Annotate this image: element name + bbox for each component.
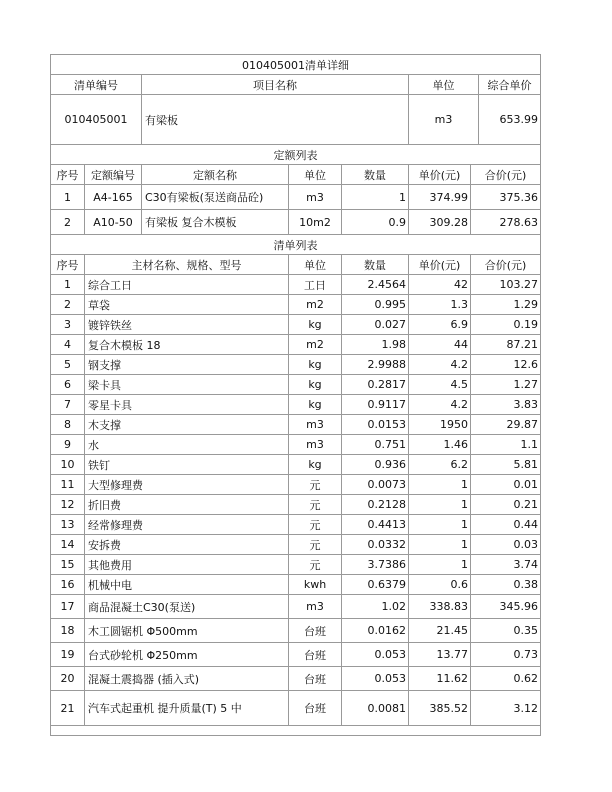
material-cell: 13	[51, 515, 85, 534]
material-cell: 0.0081	[342, 691, 409, 725]
table-row	[51, 619, 540, 643]
materials-header-cell: 主材名称、规格、型号	[85, 255, 289, 274]
material-cell: 其他费用	[85, 555, 289, 574]
material-cell: 0.01	[513, 478, 538, 491]
material-cell: 1	[51, 275, 85, 294]
material-cell: 16	[51, 575, 85, 594]
summary-header-cell: 项目名称	[142, 75, 409, 94]
material-cell: m2	[289, 295, 342, 314]
materials-section-row	[51, 235, 540, 255]
material-cell: 1	[409, 475, 471, 494]
material-cell: 台班	[289, 667, 342, 690]
material-cell: 0.03	[513, 538, 538, 551]
table-row	[51, 455, 540, 475]
material-cell: m3	[289, 595, 342, 618]
material-cell: 0.44	[513, 518, 538, 531]
material-cell: 0.2817	[342, 375, 409, 394]
quota-section-row	[51, 145, 540, 165]
table-row	[51, 495, 540, 515]
material-cell: 1.46	[409, 435, 471, 454]
table-row	[51, 415, 540, 435]
material-cell: 钢支撑	[85, 355, 289, 374]
material-cell: 103.27	[499, 278, 538, 291]
material-cell: 4.5	[409, 375, 471, 394]
material-cell: 1.1	[520, 438, 538, 451]
material-cell: 3.12	[513, 701, 538, 715]
quota-cell: 1	[51, 185, 85, 209]
material-cell: 3	[51, 315, 85, 334]
material-cell: 1	[409, 515, 471, 534]
quota-cell: m3	[289, 185, 342, 209]
material-cell: kg	[289, 355, 342, 374]
material-cell: 商品混凝土C30(泵送)	[85, 595, 289, 618]
material-cell: 0.35	[513, 624, 538, 637]
materials-header-cell: 序号	[51, 255, 85, 274]
summary-header-cell: 综合单价	[487, 78, 532, 92]
table-row	[51, 535, 540, 555]
material-cell: 经常修理费	[85, 515, 289, 534]
material-cell: 0.73	[513, 648, 538, 661]
summary-data-cell: 有梁板	[142, 95, 409, 144]
material-cell: kg	[289, 315, 342, 334]
material-cell: 水	[85, 435, 289, 454]
quota-header-cell: 合价(元)	[484, 168, 527, 182]
quota-cell: 有梁板 复合木模板	[142, 210, 289, 234]
material-cell: 0.0162	[342, 619, 409, 642]
quota-cell: 1	[342, 185, 409, 209]
summary-header-cell: 单位	[409, 75, 479, 94]
material-cell: 0.2128	[342, 495, 409, 514]
table-row	[51, 295, 540, 315]
material-cell: 19	[51, 643, 85, 666]
material-cell: 汽车式起重机 提升质量(T) 5 中	[85, 691, 289, 725]
quota-section-title: 定额列表	[273, 148, 318, 162]
material-cell: 17	[51, 595, 85, 618]
material-cell: 385.52	[409, 691, 471, 725]
materials-header-cell: 数量	[342, 255, 409, 274]
table-row	[51, 275, 540, 295]
material-cell: 3.7386	[342, 555, 409, 574]
quota-header-cell: 定额名称	[142, 165, 289, 184]
material-cell: 元	[289, 495, 342, 514]
material-cell: 折旧费	[85, 495, 289, 514]
material-cell: 镀锌铁丝	[85, 315, 289, 334]
quota-header-cell: 序号	[51, 165, 85, 184]
material-cell: 1.98	[342, 335, 409, 354]
material-cell: 0.38	[513, 578, 538, 591]
material-cell: 1	[409, 495, 471, 514]
quota-row	[51, 185, 540, 210]
material-cell: kwh	[289, 575, 342, 594]
material-cell: 0.62	[513, 672, 538, 685]
material-cell: 21.45	[409, 619, 471, 642]
quota-header-cell: 数量	[342, 165, 409, 184]
quota-cell: 374.99	[409, 185, 471, 209]
material-cell: 29.87	[506, 418, 538, 431]
material-cell: 2	[51, 295, 85, 314]
material-cell: 1.29	[513, 298, 538, 311]
material-cell: 台式砂轮机 Φ250mm	[85, 643, 289, 666]
material-cell: 4.2	[409, 355, 471, 374]
materials-header-cell: 单位	[289, 255, 342, 274]
title-row	[51, 55, 540, 75]
material-cell: 台班	[289, 643, 342, 666]
material-cell: 9	[51, 435, 85, 454]
material-cell: 台班	[289, 691, 342, 725]
material-cell: 6.2	[409, 455, 471, 474]
materials-header-row	[51, 255, 540, 275]
summary-data-cell: m3	[409, 95, 479, 144]
material-cell: 11.62	[409, 667, 471, 690]
material-cell: 14	[51, 535, 85, 554]
material-cell: 0.053	[342, 643, 409, 666]
table-row	[51, 575, 540, 595]
quota-header-cell: 定额编号	[85, 165, 142, 184]
material-cell: 0.4413	[342, 515, 409, 534]
quota-header-row	[51, 165, 540, 185]
page-title: 010405001清单详细	[242, 58, 349, 72]
material-cell: 1	[409, 555, 471, 574]
material-cell: 15	[51, 555, 85, 574]
material-cell: 元	[289, 555, 342, 574]
material-cell: 18	[51, 619, 85, 642]
material-cell: 2.4564	[342, 275, 409, 294]
material-cell: 4.2	[409, 395, 471, 414]
material-cell: 12.6	[513, 358, 538, 371]
material-cell: m3	[289, 415, 342, 434]
quota-cell: 10m2	[289, 210, 342, 234]
table-row	[51, 435, 540, 455]
material-cell: 10	[51, 455, 85, 474]
detail-table	[50, 54, 541, 736]
material-cell: m3	[289, 435, 342, 454]
material-cell: m2	[289, 335, 342, 354]
table-row	[51, 335, 540, 355]
material-cell: 大型修理费	[85, 475, 289, 494]
table-row	[51, 475, 540, 495]
quota-cell: 2	[51, 210, 85, 234]
material-cell: 铁钉	[85, 455, 289, 474]
materials-header-cell: 合价(元)	[484, 258, 527, 272]
table-row	[51, 315, 540, 335]
material-cell: 3.74	[513, 558, 538, 571]
material-cell: 345.96	[499, 600, 538, 613]
material-cell: 0.0153	[342, 415, 409, 434]
quota-header-cell: 单价(元)	[409, 165, 471, 184]
summary-data-cell: 010405001	[51, 95, 142, 144]
material-cell: 0.0332	[342, 535, 409, 554]
materials-section-title: 清单列表	[273, 238, 318, 252]
material-cell: 1.27	[513, 378, 538, 391]
material-cell: 12	[51, 495, 85, 514]
material-cell: 3.83	[513, 398, 538, 411]
material-cell: 复合木模板 18	[85, 335, 289, 354]
material-cell: 元	[289, 475, 342, 494]
material-cell: 木支撑	[85, 415, 289, 434]
material-cell: 1	[409, 535, 471, 554]
material-cell: 7	[51, 395, 85, 414]
material-cell: 5.81	[513, 458, 538, 471]
material-cell: 0.21	[513, 498, 538, 511]
quota-cell: 375.36	[499, 190, 538, 204]
summary-data-cell: 653.99	[499, 113, 538, 126]
quota-cell: A10-50	[85, 210, 142, 234]
material-cell: 0.027	[342, 315, 409, 334]
summary-header-row	[51, 75, 540, 95]
table-row	[51, 595, 540, 619]
material-cell: 2.9988	[342, 355, 409, 374]
material-cell: 草袋	[85, 295, 289, 314]
material-cell: 0.19	[513, 318, 538, 331]
material-cell: 零星卡具	[85, 395, 289, 414]
material-cell: 4	[51, 335, 85, 354]
table-row	[51, 515, 540, 535]
material-cell: 梁卡具	[85, 375, 289, 394]
material-cell: 机械中电	[85, 575, 289, 594]
material-cell: 0.6379	[342, 575, 409, 594]
material-cell: kg	[289, 375, 342, 394]
quota-cell: 278.63	[499, 215, 538, 229]
table-row	[51, 643, 540, 667]
material-cell: 0.053	[342, 667, 409, 690]
material-cell: 8	[51, 415, 85, 434]
material-cell: 元	[289, 515, 342, 534]
quota-cell: A4-165	[85, 185, 142, 209]
material-cell: 1950	[409, 415, 471, 434]
material-cell: 安拆费	[85, 535, 289, 554]
table-row	[51, 667, 540, 691]
table-row	[51, 691, 540, 726]
material-cell: 11	[51, 475, 85, 494]
material-cell: 综合工日	[85, 275, 289, 294]
quota-cell: 309.28	[409, 210, 471, 234]
material-cell: 0.936	[342, 455, 409, 474]
material-cell: kg	[289, 455, 342, 474]
material-cell: 5	[51, 355, 85, 374]
summary-header-cell: 清单编号	[51, 75, 142, 94]
quota-header-cell: 单位	[289, 165, 342, 184]
material-cell: 1.02	[342, 595, 409, 618]
materials-header-cell: 单价(元)	[409, 255, 471, 274]
quota-row	[51, 210, 540, 235]
material-cell: 6.9	[409, 315, 471, 334]
material-cell: 6	[51, 375, 85, 394]
material-cell: 0.751	[342, 435, 409, 454]
material-cell: 0.6	[409, 575, 471, 594]
table-row	[51, 555, 540, 575]
material-cell: 工日	[289, 275, 342, 294]
summary-data-row	[51, 95, 540, 145]
material-cell: 混凝土震捣器 (插入式)	[85, 667, 289, 690]
material-cell: 20	[51, 667, 85, 690]
material-cell: 台班	[289, 619, 342, 642]
quota-cell: 0.9	[342, 210, 409, 234]
material-cell: 42	[409, 275, 471, 294]
table-row	[51, 395, 540, 415]
table-row	[51, 375, 540, 395]
material-cell: 44	[409, 335, 471, 354]
material-cell: 13.77	[409, 643, 471, 666]
material-cell: 21	[51, 691, 85, 725]
material-cell: kg	[289, 395, 342, 414]
material-cell: 木工圆锯机 Φ500mm	[85, 619, 289, 642]
material-cell: 元	[289, 535, 342, 554]
material-cell: 0.995	[342, 295, 409, 314]
material-cell: 338.83	[409, 595, 471, 618]
table-row	[51, 355, 540, 375]
material-cell: 0.0073	[342, 475, 409, 494]
material-cell: 0.9117	[342, 395, 409, 414]
material-cell: 1.3	[409, 295, 471, 314]
material-cell: 87.21	[506, 338, 538, 351]
quota-cell: C30有梁板(泵送商品砼)	[142, 185, 289, 209]
